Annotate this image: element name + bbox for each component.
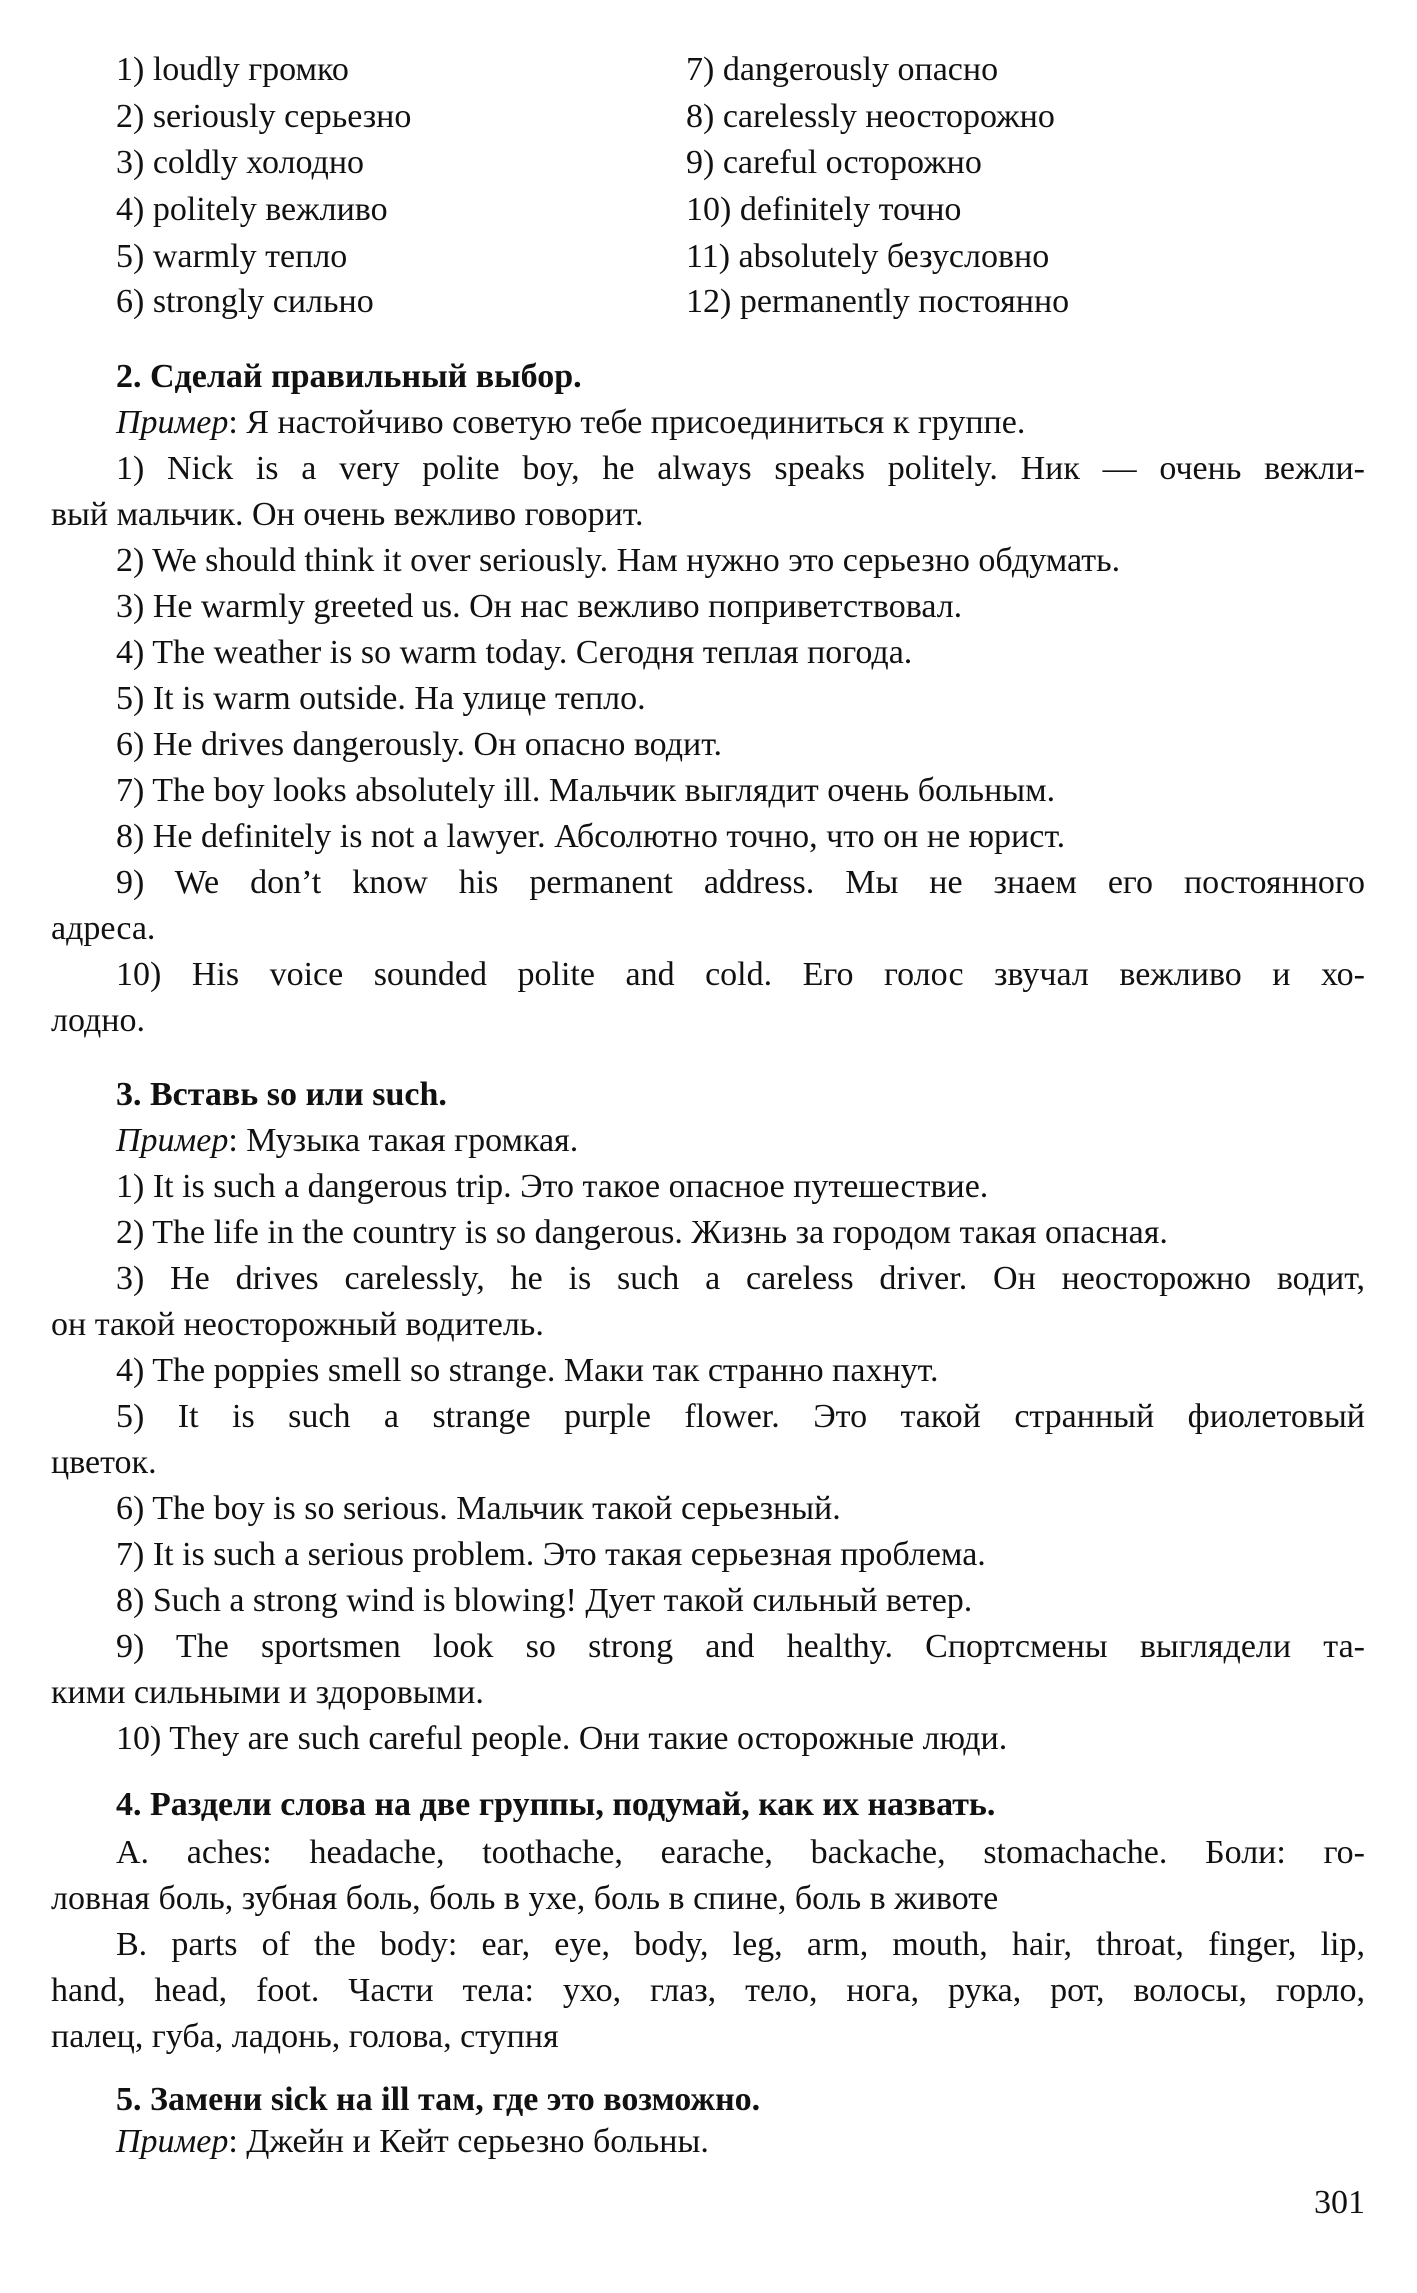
exercise-4-title: 4. Раздели слова на две группы, подумай, как их назвать.	[116, 1786, 996, 1823]
answer-line: 5) It is such a strange purple flower. Это такой странный фиолетовый	[116, 1398, 1365, 1435]
answer-line: 1) It is such a dangerous trip. Это такое опасное путешествие.	[116, 1168, 989, 1205]
answer-line: A. aches: headache, toothache, earache, backache, stomachache. Боли: го-	[116, 1834, 1365, 1871]
exercise-2-title: 2. Сделай правильный выбор.	[116, 358, 582, 395]
page-number: 301	[1314, 2184, 1365, 2221]
example-text: : Я настойчиво советую тебе присоединиться к группе.	[228, 404, 1026, 441]
vocab-item: 12) permanently постоянно	[686, 283, 1070, 320]
exercise-5-title: 5. Замени sick на ill там, где это возможно.	[116, 2081, 761, 2118]
vocab-item: 3) coldly холодно	[116, 144, 365, 181]
exercise-5-example	[116, 2119, 709, 2165]
vocab-item: 9) careful осторожно	[686, 144, 982, 181]
answer-line: 8) Such a strong wind is blowing! Дует такой сильный ветер.	[116, 1582, 973, 1619]
answer-line: 10) They are such careful people. Они такие осторожные люди.	[116, 1720, 1008, 1757]
answer-line: 2) We should think it over seriously. Нам нужно это серьезно обдумать.	[116, 542, 1121, 579]
vocab-item: 10) definitely точно	[686, 191, 962, 228]
answer-line: 10) His voice sounded polite and cold. Его голос звучал вежливо и хо-	[116, 956, 1365, 993]
example-text: : Музыка такая громкая.	[228, 1122, 579, 1159]
answer-line: он такой неосторожный водитель.	[51, 1306, 544, 1343]
answer-line: ловная боль, зубная боль, боль в ухе, боль в спине, боль в животе	[51, 1880, 999, 1917]
vocab-item: 11) absolutely безусловно	[686, 238, 1050, 275]
answer-line: 9) The sportsmen look so strong and healthy. Спортсмены выглядели та-	[116, 1628, 1365, 1665]
vocab-item: 6) strongly сильно	[116, 283, 374, 320]
answer-line: 3) He warmly greeted us. Он нас вежливо поприветствовал.	[116, 588, 963, 625]
answer-line: 5) It is warm outside. На улице тепло.	[116, 680, 646, 717]
example-label: Пример	[116, 404, 229, 441]
answer-line: B. parts of the body: ear, eye, body, leg, arm, mouth, hair, throat, finger, lip,	[116, 1926, 1365, 1963]
answer-line: палец, губа, ладонь, голова, ступня	[51, 2018, 559, 2055]
answer-line: 4) The weather is so warm today. Сегодня теплая погода.	[116, 634, 913, 671]
answer-line: адреса.	[51, 910, 156, 947]
answer-line: лодно.	[51, 1002, 145, 1039]
answer-line: 6) He drives dangerously. Он опасно водит.	[116, 726, 722, 763]
exercise-2-example	[116, 400, 1025, 446]
answer-line: вый мальчик. Он очень вежливо говорит.	[51, 496, 644, 533]
answer-line: 4) The poppies smell so strange. Маки так странно пахнут.	[116, 1352, 939, 1389]
vocab-item: 2) seriously серьезно	[116, 98, 412, 135]
answer-line: hand, head, foot. Части тела: ухо, глаз, тело, нога, рука, рот, волосы, горло,	[51, 1972, 1365, 2009]
answer-line: 9) We don’t know his permanent address. Мы не знаем его постоянного	[116, 864, 1365, 901]
example-text: : Джейн и Кейт серьезно больны.	[228, 2123, 709, 2160]
vocab-item: 1) loudly громко	[116, 51, 349, 88]
vocab-item: 4) politely вежливо	[116, 191, 388, 228]
vocab-item: 5) warmly тепло	[116, 238, 348, 275]
exercise-3-title: 3. Вставь so или such.	[116, 1076, 447, 1113]
answer-line: 6) The boy is so serious. Мальчик такой серьезный.	[116, 1490, 841, 1527]
answer-line: 3) He drives carelessly, he is such a careless driver. Он неосторожно водит,	[116, 1260, 1365, 1297]
answer-line: 7) It is such a serious problem. Это такая серьезная проблема.	[116, 1536, 986, 1573]
answer-line: 7) The boy looks absolutely ill. Мальчик выглядит очень больным.	[116, 772, 1056, 809]
answer-line: кими сильными и здоровыми.	[51, 1674, 484, 1711]
answer-line: 8) He definitely is not a lawyer. Абсолютно точно, что он не юрист.	[116, 818, 1066, 855]
answer-line: 1) Nick is a very polite boy, he always speaks politely. Ник — очень вежли-	[116, 450, 1365, 487]
example-label: Пример	[116, 1122, 229, 1159]
example-label: Пример	[116, 2123, 229, 2160]
answer-line: 2) The life in the country is so dangerous. Жизнь за городом такая опасная.	[116, 1214, 1168, 1251]
vocab-item: 7) dangerously опасно	[686, 51, 999, 88]
answer-line: цветок.	[51, 1444, 157, 1481]
exercise-3-example	[116, 1118, 578, 1164]
vocab-item: 8) carelessly неосторожно	[686, 98, 1055, 135]
